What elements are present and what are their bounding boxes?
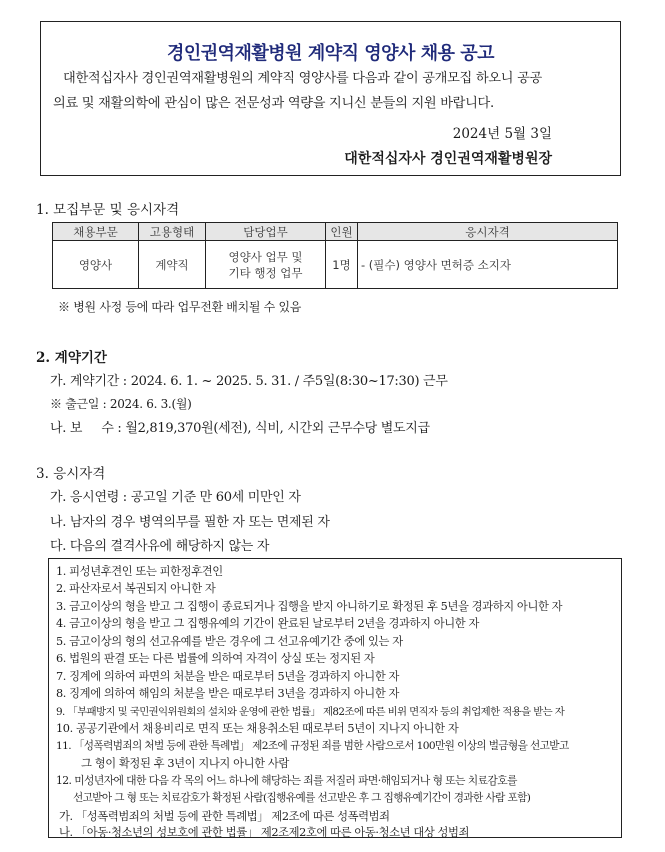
disqualification-item: 11. 「성폭력범죄의 처벌 등에 관한 특례법」 제2조에 규정된 죄를 범한 사람으로서 100만원 이상의 벌금형을 선고받고	[56, 739, 569, 752]
disqualification-item: 6. 법원의 판결 또는 다른 법률에 의하여 자격이 상실 또는 정지된 자	[56, 652, 375, 665]
start-date-note: ※ 출근일 : 2024. 6. 3.(월)	[50, 397, 192, 411]
disqualification-box	[48, 558, 622, 838]
section-1-note: ※ 병원 사정 등에 따라 업무전환 배치될 수 있음	[58, 300, 302, 314]
col-header-type: 고용형태	[139, 223, 206, 241]
page-title: 경인권역재활병원 계약직 영양사 채용 공고	[166, 43, 495, 64]
announcement-header-box	[40, 21, 621, 176]
disqualification-item: 4. 금고이상의 형을 받고 그 집행유예의 기간이 완료된 날로부터 2년을 경과하지 아니한 자	[56, 617, 480, 630]
cell-type: 계약직	[139, 241, 206, 289]
section-3-title: 3. 응시자격	[36, 466, 106, 482]
section-2-title: 2. 계약기간	[36, 350, 107, 366]
disqualification-item: 2. 파산자로서 복권되지 아니한 자	[56, 582, 216, 595]
contract-period: 가. 계약기간 : 2024. 6. 1. ~ 2025. 5. 31. / 주5일(8:30~17:30) 근무	[50, 374, 448, 389]
disqualification-item: 1. 피성년후견인 또는 피한정후견인	[56, 565, 223, 578]
intro-line-2: 의료 및 재활의학에 관심이 많은 전문성과 역량을 지니신 분들의 지원 바랍니다.	[53, 96, 494, 111]
col-header-duty: 담당업무	[206, 223, 326, 241]
salary-line	[50, 417, 430, 436]
table-header-row	[53, 223, 618, 241]
signer: 대한적십자사 경인권역재활병원장	[344, 151, 552, 167]
qualification-item-b: 나. 남자의 경우 병역의무를 필한 자 또는 면제된 자	[50, 515, 330, 530]
recruitment-table	[52, 222, 618, 289]
duty-line-1: 영양사 업무 및	[228, 249, 303, 264]
disqualification-subitem: 가. 「성폭력범죄의 처벌 등에 관한 특례법」 제2조에 따른 성폭력범죄	[59, 809, 390, 823]
qualification-item-a: 가. 응시연령 : 공고일 기준 만 60세 미만인 자	[50, 490, 301, 505]
cell-duty	[206, 241, 326, 289]
cell-qualification: - (필수) 영양사 면허증 소지자	[358, 241, 618, 289]
table-row	[53, 241, 618, 289]
intro-line-1: 대한적십자사 경인권역재활병원의 계약직 영양사를 다음과 같이 공개모집 하오니 공공	[63, 71, 542, 86]
disqualification-item: 9. 「부패방지 및 국민권익위원회의 설치와 운영에 관한 법률」 제82조에 따른 비위 면직자 등의 취업제한 적용을 받는 자	[56, 705, 565, 718]
disqualification-item: 10. 공공기관에서 채용비리로 면직 또는 채용취소된 때로부터 5년이 지나지 아니한 자	[56, 722, 459, 735]
col-header-count: 인원	[326, 223, 358, 241]
disqualification-item-continued: 선고받아 그 형 또는 치료감호가 확정된 사람(집행유예를 선고받은 후 그 집행유예기간이 경과한 사람 포함)	[73, 792, 531, 804]
cell-dept: 영양사	[53, 241, 139, 289]
col-header-dept: 채용부문	[53, 223, 139, 241]
salary-value: 월2,819,370원(세전), 식비, 시간외 근무수당 별도지급	[125, 421, 430, 436]
col-header-qualification: 응시자격	[358, 223, 618, 241]
section-1-title: 1. 모집부문 및 응시자격	[36, 202, 180, 218]
announcement-date: 2024년 5월 3일	[452, 126, 552, 142]
salary-label: 나. 보 수 :	[50, 421, 122, 436]
intro-paragraph	[53, 66, 610, 116]
qualification-item-c: 다. 다음의 결격사유에 해당하지 않는 자	[50, 539, 270, 554]
disqualification-item-continued: 그 형이 확정된 후 3년이 지나지 아니한 사람	[81, 757, 289, 770]
cell-count: 1명	[326, 241, 358, 289]
disqualification-subitem: 나. 「아동·청소년의 성보호에 관한 법률」 제2조제2호에 따른 아동·청소년 대상 성범죄	[59, 826, 470, 839]
disqualification-item: 3. 금고이상의 형을 받고 그 집행이 종료되거나 집행을 받지 아니하기로 확정된 후 5년을 경과하지 아니한 자	[56, 599, 563, 613]
duty-line-2: 기타 행정 업무	[228, 265, 303, 280]
disqualification-item: 12. 미성년자에 대한 다음 각 목의 어느 하나에 해당하는 죄를 저질러 파면·해임되거나 형 또는 치료감호를	[56, 773, 517, 787]
disqualification-item: 5. 금고이상의 형의 선고유예를 받은 경우에 그 선고유예기간 중에 있는 자	[56, 634, 403, 648]
disqualification-item: 8. 징계에 의하여 해임의 처분을 받은 때로부터 3년을 경과하지 아니한 자	[56, 687, 400, 700]
disqualification-item: 7. 징계에 의하여 파면의 처분을 받은 때로부터 5년을 경과하지 아니한 자	[56, 669, 400, 683]
